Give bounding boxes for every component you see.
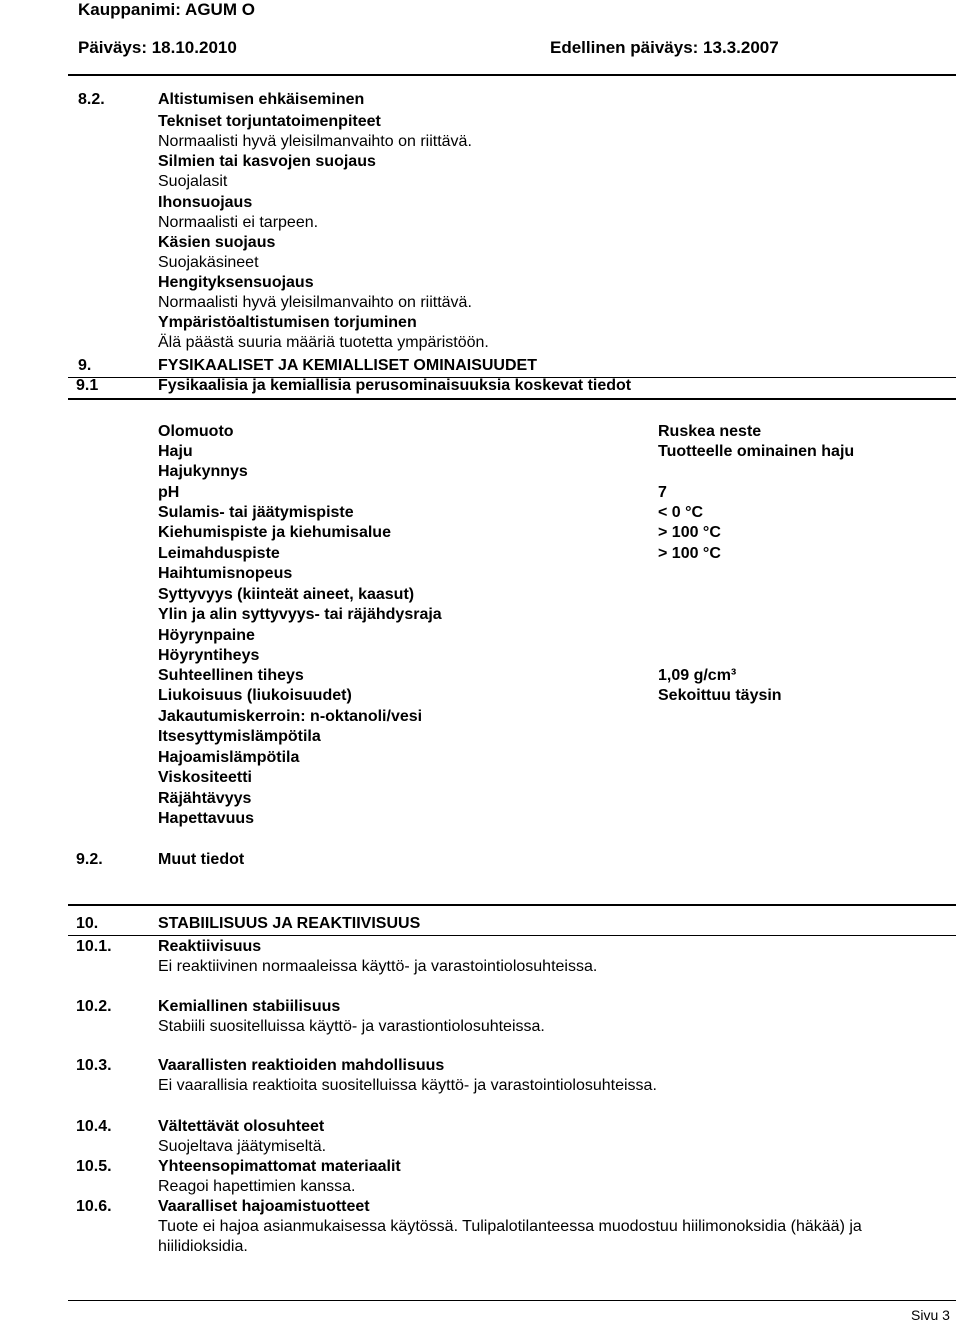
property-label: pH (158, 484, 180, 501)
subsection-text: Normaalisti hyvä yleisilmanvaihto on riittävä. (158, 133, 472, 150)
page-number: Sivu 3 (911, 1307, 950, 1323)
property-label: Liukoisuus (liukoisuudet) (158, 687, 352, 704)
previous-date: Edellinen päiväys: 13.3.2007 (550, 38, 779, 57)
subsection-number: 10.2. (76, 998, 112, 1015)
property-value: < 0 °C (658, 504, 704, 521)
property-value: 7 (658, 484, 667, 501)
subsection-label: Ihonsuojaus (158, 194, 253, 211)
subsection-label: Vaarallisten reaktioiden mahdollisuus (158, 1057, 445, 1074)
property-label: Haju (158, 443, 193, 460)
header-divider (68, 74, 956, 76)
property-label: Olomuoto (158, 423, 234, 440)
subsection-text: hiilidioksidia. (158, 1238, 248, 1255)
property-label: Sulamis- tai jäätymispiste (158, 504, 354, 521)
property-value: Sekoittuu täysin (658, 687, 782, 704)
property-label: Höyryntiheys (158, 647, 260, 664)
section-divider (68, 398, 956, 400)
subsection-text: Suojalasit (158, 173, 228, 190)
property-value: Tuotteelle ominainen haju (658, 443, 855, 460)
trade-name: Kauppanimi: AGUM O (78, 0, 255, 19)
subsection-label: Hengityksensuojaus (158, 274, 314, 291)
subsection-number: 10.3. (76, 1057, 112, 1074)
subsection-label: Ympäristöaltistumisen torjuminen (158, 314, 417, 331)
section-divider (68, 904, 956, 906)
section-title: STABIILISUUS JA REAKTIIVISUUS (158, 915, 421, 932)
subsection-number: 10.5. (76, 1158, 112, 1175)
property-label: Suhteellinen tiheys (158, 667, 304, 684)
subsection-text: Normaalisti hyvä yleisilmanvaihto on riittävä. (158, 294, 472, 311)
subsection-text: Tuote ei hajoa asianmukaisessa käytössä. Tulipalotilanteessa muodostuu hiilimonoksidia (häkää) ja (158, 1218, 862, 1235)
subsection-label: Kemiallinen stabiilisuus (158, 998, 341, 1015)
subsection-text: Reagoi hapettimien kanssa. (158, 1178, 356, 1195)
section-number: 8.2. (78, 91, 105, 108)
section-number: 10. (76, 915, 99, 932)
property-label: Hajukynnys (158, 463, 248, 480)
property-label: Hapettavuus (158, 810, 255, 827)
property-label: Räjähtävyys (158, 790, 252, 807)
property-value: > 100 °C (658, 545, 721, 562)
document-date: Päiväys: 18.10.2010 (78, 38, 237, 57)
property-label: Syttyvyys (kiinteät aineet, kaasut) (158, 586, 415, 603)
property-label: Ylin ja alin syttyvyys- tai räjähdysraja (158, 606, 442, 623)
property-label: Leimahduspiste (158, 545, 280, 562)
property-label: Haihtumisnopeus (158, 565, 293, 582)
property-label: Höyrynpaine (158, 627, 255, 644)
property-label: Kiehumispiste ja kiehumisalue (158, 524, 391, 541)
subsection-label: Reaktiivisuus (158, 938, 262, 955)
section-title: Altistumisen ehkäiseminen (158, 91, 365, 108)
section-number: 9.2. (76, 851, 103, 868)
subsection-text: Ei vaarallisia reaktioita suositelluissa käyttö- ja varastointiolosuhteissa. (158, 1077, 657, 1094)
section-title: Muut tiedot (158, 851, 245, 868)
subsection-text: Normaalisti ei tarpeen. (158, 214, 319, 231)
subsection-number: 10.6. (76, 1198, 112, 1215)
subsection-label: Yhteensopimattomat materiaalit (158, 1158, 401, 1175)
property-value: Ruskea neste (658, 423, 762, 440)
property-value: 1,09 g/cm³ (658, 667, 737, 684)
subsection-text: Suojeltava jäätymiseltä. (158, 1138, 327, 1155)
subsection-label: Tekniset torjuntatoimenpiteet (158, 113, 381, 130)
subsection-number: 10.4. (76, 1118, 112, 1135)
subsection-number: 10.1. (76, 938, 112, 955)
subsection-label: Vaaralliset hajoamistuotteet (158, 1198, 370, 1215)
section-title: FYSIKAALISET JA KEMIALLISET OMINAISUUDET (158, 357, 537, 374)
property-label: Hajoamislämpötila (158, 749, 300, 766)
section-number: 9. (78, 357, 92, 374)
subsection-text: Stabiili suositelluissa käyttö- ja varastiontiolosuhteissa. (158, 1018, 545, 1035)
property-value: > 100 °C (658, 524, 721, 541)
subsection-label: Käsien suojaus (158, 234, 276, 251)
subsection-text: Suojakäsineet (158, 254, 259, 271)
subsection-label: Silmien tai kasvojen suojaus (158, 153, 376, 170)
subsection-label: Vältettävät olosuhteet (158, 1118, 325, 1135)
section-divider (68, 935, 956, 936)
footer-divider (68, 1300, 956, 1301)
property-label: Jakautumiskerroin: n-oktanoli/vesi (158, 708, 423, 725)
subsection-text: Ei reaktiivinen normaaleissa käyttö- ja varastointiolosuhteissa. (158, 958, 598, 975)
subsection-text: Älä päästä suuria määriä tuotetta ympäristöön. (158, 334, 489, 351)
property-label: Itsesyttymislämpötila (158, 728, 321, 745)
section-number: 9.1 (76, 377, 99, 394)
property-label: Viskositeetti (158, 769, 252, 786)
section-title: Fysikaalisia ja kemiallisia perusominaisuuksia koskevat tiedot (158, 377, 632, 394)
